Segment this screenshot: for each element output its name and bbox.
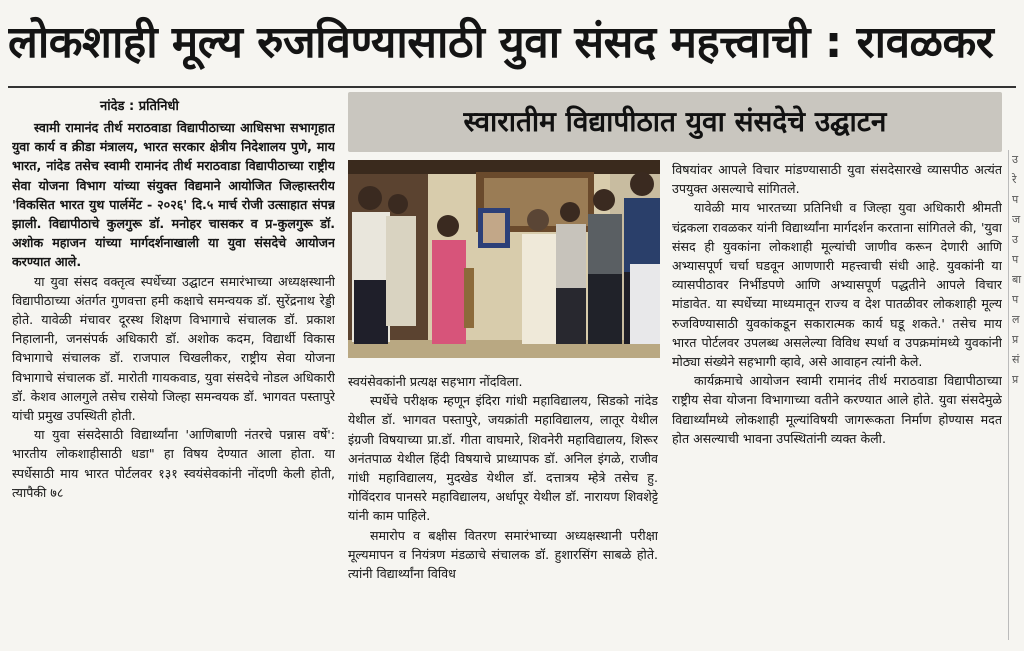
adjacent-article-edge (1008, 150, 1024, 640)
edge-fragment: ल (1012, 313, 1020, 326)
subheadline: स्वारातीम विद्यापीठात युवा संसदेचे उद्घाटन (463, 105, 887, 138)
edge-fragment: उ (1012, 153, 1019, 166)
paragraph: स्पर्धेचे परीक्षक म्हणून इंदिरा गांधी महाविद्यालय, सिडको नांदेड येथील डॉ. भागवत पस्तापुरे, जयक्रांती महाविद्यालय, लातूर येथील इंग्रजी विषयाच्या प्रा.डॉ. गीता वाघमारे, शिवनेरी महाविद्यालय, शिरूर अनंतपाळ येथील हिंदी विषयाचे प्राध्यापक डॉ. अनिल इंगळे, राजीव गांधी महाविद्यालय, मुदखेड येथील डॉ. दत्तात्रय म्हेत्रे तसेच हु. गोविंदराव पानसरे महाविद्यालय, अर्धापूर येथील डॉ. नारायण शिवशेट्टे यांनी काम पाहिले. (348, 393, 658, 524)
paragraph: या युवा संसदेसाठी विद्यार्थ्यांना 'आणिबाणी नंतरचे पन्नास वर्षे': भारतीय लोकशाहीसाठी धडा" हा विषय देण्यात आला होता. या स्पर्धेसाठी माय भारत पोर्टलवर १३१ स्वयंसेवकांनी नोंदणी केली होती, त्यापैकी ७८ (12, 427, 335, 500)
dateline: नांदेड : प्रतिनिधी (100, 99, 179, 114)
edge-fragment: सं (1012, 353, 1020, 366)
article-column-2 (348, 372, 658, 648)
edge-fragment: प (1012, 293, 1019, 306)
edge-fragment: प्र (1012, 373, 1019, 386)
event-photo-illustration (348, 160, 660, 358)
article-column-3 (672, 160, 1002, 648)
paragraph: या युवा संसद वक्तृत्व स्पर्धेच्या उद्घाटन समारंभाच्या अध्यक्षस्थानी विद्यापीठाच्या अंतर्गत गुणवत्ता हमी कक्षाचे समन्वयक डॉ. सुरेंद्रनाथ रेड्डी होते. यावेळी मंचावर दूरस्थ शिक्षण विभागाचे संचालक डॉ. प्रकाश निहालानी, जनसंपर्क अधिकारी डॉ. अशोक कदम, विद्यार्थी विकास विभागाचे संचालक डॉ. राजपाल चिखलीकर, राष्ट्रीय सेवा योजना विभागाचे संचालक डॉ. मारोती गायकवाड, युवा संसदेचे नोडल अधिकारी डॉ. केशव आलगुले तसेच रासेयो जिल्हा समन्वयक डॉ. भागवत पस्तापुरे यांची प्रमुख उपस्थिती होती. (12, 273, 335, 424)
edge-fragment: बा (1012, 273, 1022, 286)
subheadline-banner (348, 92, 1002, 152)
paragraph: कार्यक्रमाचे आयोजन स्वामी रामानंद तीर्थ मराठवाडा विद्यापीठाच्या राष्ट्रीय सेवा योजना विभागाच्या वतीने करण्यात आले होते. युवा संसदेमुळे विद्यार्थ्यांमध्ये लोकशाही मूल्यांविषयी जागरूकता निर्माण होण्यास मदत होत असल्याची भावना उपस्थितांनी व्यक्त केली. (672, 373, 1002, 446)
paragraph: समारोप व बक्षीस वितरण समारंभाच्या अध्यक्षस्थानी परीक्षा मूल्यमापन व नियंत्रण मंडळाचे संचालक डॉ. हुशारसिंग साबळे होते. त्यांनी विद्यार्थ्यांना विविध (348, 527, 658, 582)
paragraph: स्वामी रामानंद तीर्थ मराठवाडा विद्यापीठाच्या आधिसभा सभागृहात युवा कार्य व क्रीडा मंत्रालय, भारत सरकार क्षेत्रीय निदेशालय पुणे, माय भारत, नांदेड तसेच स्वामी रामानंद तीर्थ मराठवाडा विद्यापीठाच्या राष्ट्रीय सेवा योजना विभाग यांच्या संयुक्त विद्यमाने आयोजित जिल्हास्तरीय 'विकसित भारत युथ पार्लमेंट - २०२६' दि.५ मार्च रोजी उत्साहात संपन्न झाली. विद्यापीठाचे कुलगुरू डॉ. मनोहर चासकर व प्र-कुलगुरू डॉ. अशोक महाजन यांच्या मार्गदर्शनाखाली या युवा संसदेचे आयोजन करण्यात आले. (12, 120, 335, 270)
edge-fragment: उ (1012, 233, 1019, 246)
paragraph: विषयांवर आपले विचार मांडण्यासाठी युवा संसदेसारखे व्यासपीठ अत्यंत उपयुक्त असल्याचे सांगितले. (672, 162, 1002, 197)
headline: लोकशाही मूल्य रुजविण्यासाठी युवा संसद महत्त्वाची : रावळकर (8, 17, 994, 68)
headline-rule (8, 86, 1016, 88)
paragraph: यावेळी माय भारतच्या प्रतिनिधी व जिल्हा युवा अधिकारी श्रीमती चंद्रकला रावळकर यांनी विद्यार्थ्यांना मार्गदर्शन करताना सांगितले की, 'युवा संसद ही युवकांना लोकशाही मूल्यांची जाणीव करून देणारी आणि अभ्यासपूर्ण चर्चा घडवून आणणारी महत्त्वाची संधी आहे. युवकांनी या व्यासपीठावर निर्भीडपणे आणि अभ्यासपूर्ण पद्धतीने आपले विचार मांडावेत. या स्पर्धेच्या माध्यमातून राज्य व देश पातळीवर लोकशाही मूल्य रुजविण्यासाठी युवकांकडून सकारात्मक कार्य घडू शकते.' तसेच माय भारत पोर्टलवर उपलब्ध असलेल्या विविध स्पर्धा व उपक्रमांमध्ये युवकांनी मोठ्या संख्येने सहभागी व्हावे, असे आवाहन त्यांनी केले. (672, 200, 1002, 370)
edge-fragment: रे (1012, 173, 1017, 186)
paragraph: स्वयंसेवकांनी प्रत्यक्ष सहभाग नोंदविला. (348, 374, 523, 389)
edge-fragment: प्र (1012, 333, 1019, 346)
edge-fragment: ज (1012, 213, 1021, 226)
edge-fragment: प (1012, 253, 1019, 266)
article-column-1 (12, 118, 335, 648)
edge-fragment: प (1012, 193, 1019, 206)
event-photo (348, 160, 660, 358)
